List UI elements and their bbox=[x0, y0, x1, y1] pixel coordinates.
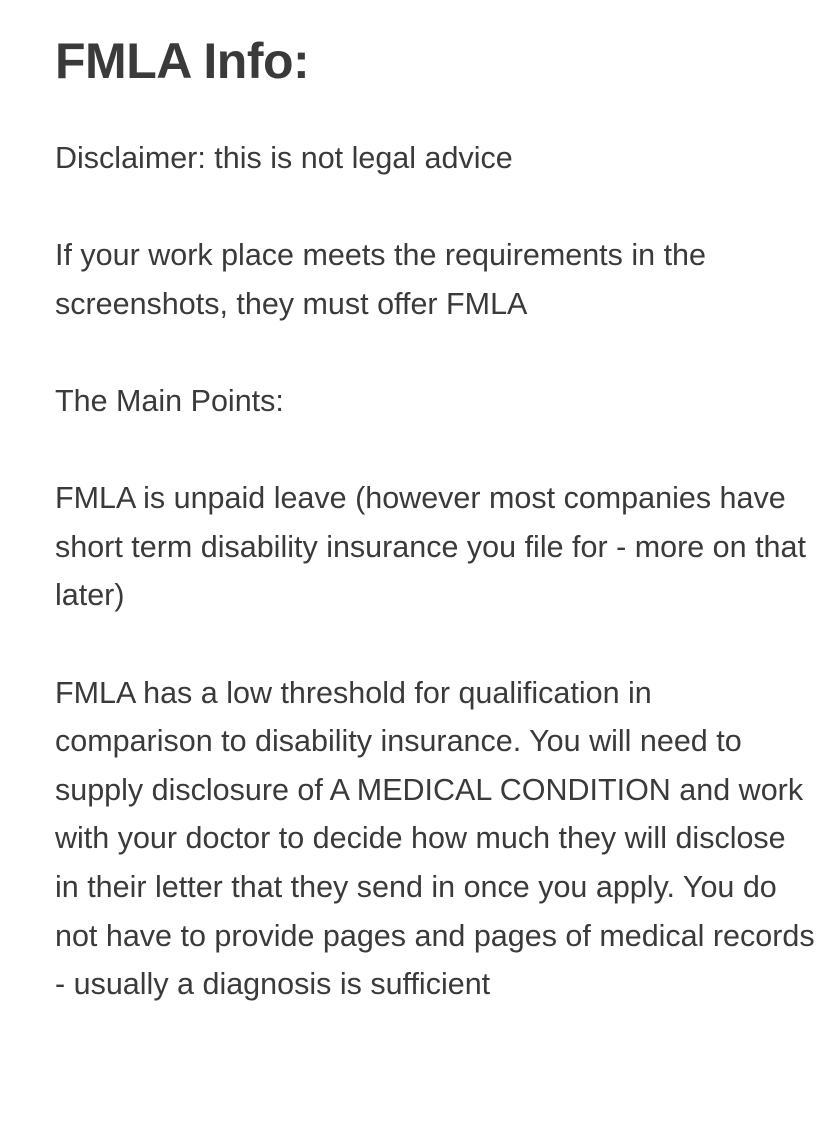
requirements-paragraph: If your work place meets the requirements in the screenshots, they must offer FMLA bbox=[55, 238, 706, 321]
main-points-heading: The Main Points: bbox=[55, 383, 284, 418]
disclaimer-paragraph: Disclaimer: this is not legal advice bbox=[55, 141, 513, 175]
note-body bbox=[55, 26, 815, 1009]
note-title: FMLA Info: bbox=[55, 33, 310, 89]
unpaid-leave-paragraph: FMLA is unpaid leave (however most companies have short term disability insurance you file for - more on that later) bbox=[55, 481, 806, 613]
qualification-paragraph: FMLA has a low threshold for qualification in comparison to disability insurance. You will need to supply disclosure of A MEDICAL CONDITION and work with your doctor to decide how much they will disclose in their letter that they send in once you apply. You do not have to provide pages and pages of medical records - usually a diagnosis is sufficient bbox=[55, 675, 815, 1002]
